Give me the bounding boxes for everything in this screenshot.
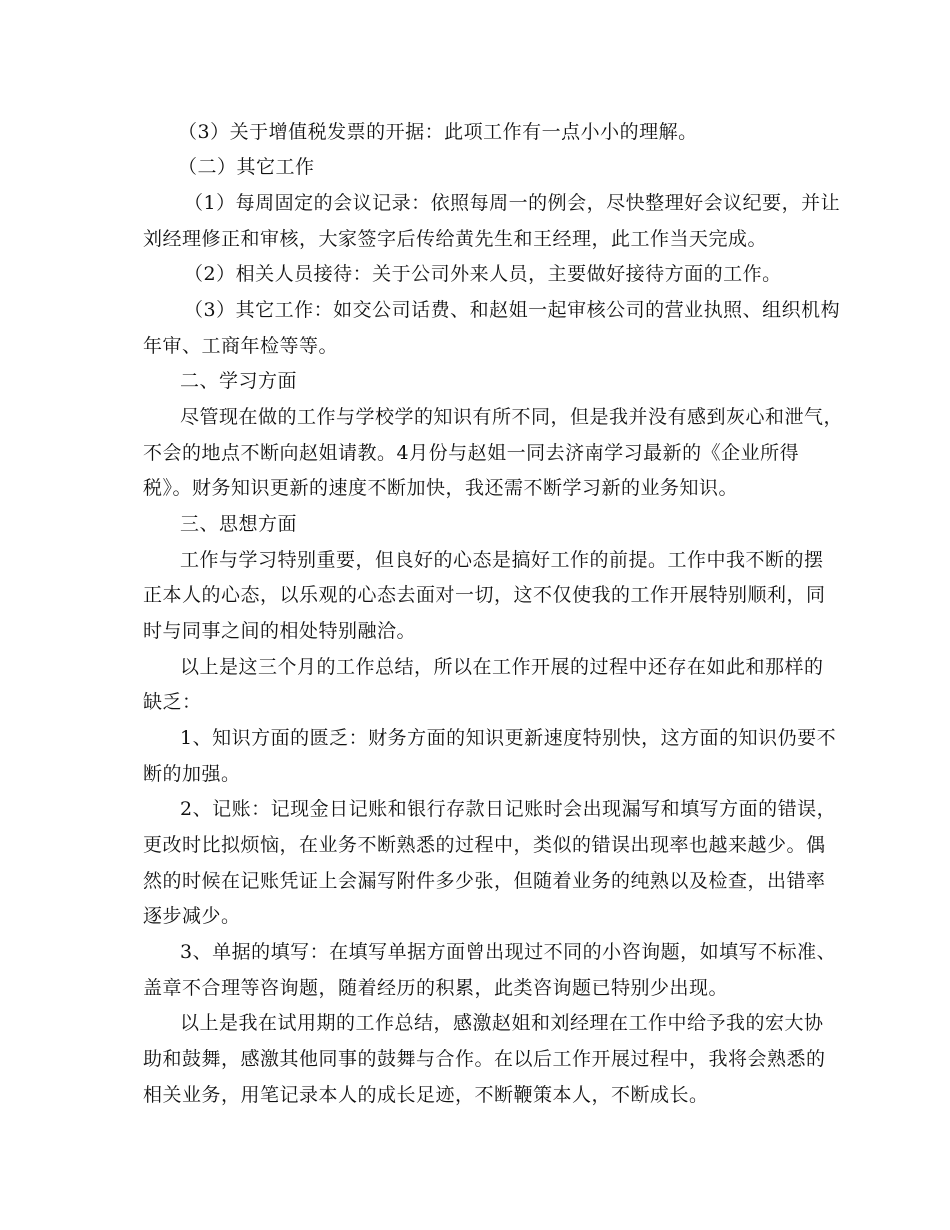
text-line: （1）每周固定的会议记录：依照每周一的例会，尽快整理好会议纪要，并让 — [184, 192, 841, 214]
text-line: 盖章不合理等咨询题，随着经历的积累，此类咨询题已特别少出现。 — [143, 977, 729, 999]
text-line: 助和鼓舞，感激其他同事的鼓舞与合作。在以后工作开展过程中，我将会熟悉的 — [143, 1048, 826, 1070]
text-line: （3）关于增值税发票的开据：此项工作有一点小小的理解。 — [178, 121, 698, 143]
text-line: 3、单据的填写：在填写单据方面曾出现过不同的小咨询题，如填写不标准、 — [180, 941, 837, 963]
text-line: 尽管现在做的工作与学校学的知识有所不同，但是我并没有感到灰心和泄气， — [180, 406, 844, 428]
text-line: 年审、工商年检等等。 — [143, 335, 339, 357]
text-line: 税》。财务知识更新的速度不断加快，我还需不断学习新的业务知识。 — [143, 477, 739, 499]
text-line: 然的时候在记账凭证上会漏写附件多少张，但随着业务的纯熟以及检查，出错率 — [143, 870, 826, 892]
text-line: 不会的地点不断向赵姐请教。4月份与赵姐一同去济南学习最新的《企业所得 — [143, 442, 800, 464]
text-line: 时与同事之间的相处特别融洽。 — [143, 620, 417, 642]
text-line: 工作与学习特别重要，但良好的心态是搞好工作的前提。工作中我不断的摆 — [180, 549, 824, 571]
text-line: 以上是这三个月的工作总结，所以在工作开展的过程中还存在如此和那样的 — [180, 656, 824, 678]
section-heading: 三、思想方面 — [180, 513, 298, 535]
section-heading: 二、学习方面 — [180, 370, 298, 392]
text-line: 2、记账：记现金日记账和银行存款日记账时会出现漏写和填写方面的错误， — [180, 798, 837, 820]
text-line: 更改时比拟烦恼，在业务不断熟悉的过程中，类似的错误出现率也越来越少。偶 — [143, 834, 826, 856]
text-line: 逐步减少。 — [143, 905, 241, 927]
text-line: （2）相关人员接待：关于公司外来人员，主要做好接待方面的工作。 — [184, 263, 782, 285]
text-line: 1、知识方面的匮乏：财务方面的知识更新速度特别快，这方面的知识仍要不 — [180, 727, 837, 749]
text-line: 相关业务，用笔记录本人的成长足迹，不断鞭策本人，不断成长。 — [143, 1084, 709, 1106]
text-line: 正本人的心态，以乐观的心态去面对一切，这不仅使我的工作开展特别顺利，同 — [143, 584, 826, 606]
text-line: 断的加强。 — [143, 763, 241, 785]
text-line: 缺乏： — [143, 691, 202, 713]
text-line: 以上是我在试用期的工作总结，感激赵姐和刘经理在工作中给予我的宏大协 — [180, 1012, 824, 1034]
text-line: （3）其它工作：如交公司话费、和赵姐一起审核公司的营业执照、组织机构 — [184, 299, 841, 321]
text-line: 刘经理修正和审核，大家签字后传给黄先生和王经理，此工作当天完成。 — [143, 228, 768, 250]
text-line: （二）其它工作 — [178, 156, 315, 178]
